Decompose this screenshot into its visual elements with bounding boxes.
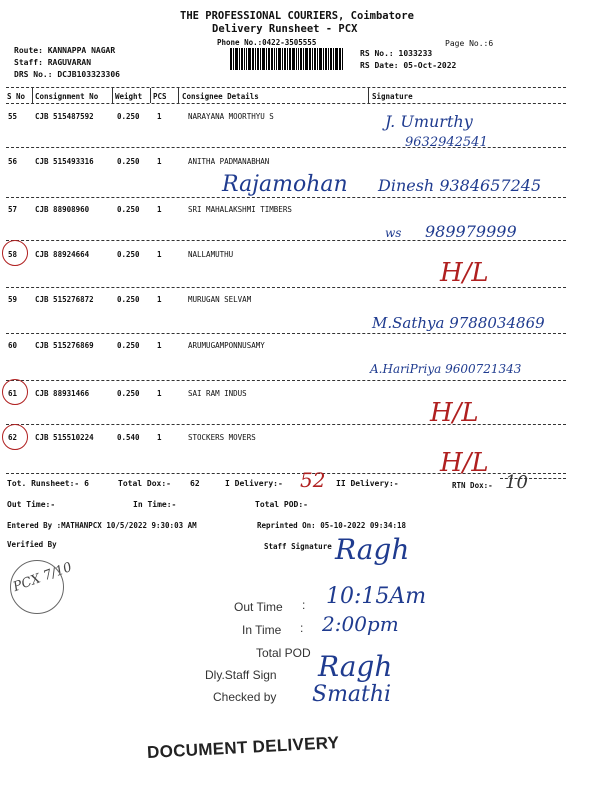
red-circle-mark [2,424,28,450]
signature-62-hl: H/L [440,448,489,478]
row-pcs: 1 [157,250,162,259]
stamp-checked-by-label: Checked by [213,690,277,704]
col-rule [32,88,33,103]
row-consignee: MURUGAN SELVAM [188,295,252,304]
row-weight: 0.250 [117,250,140,259]
row-sno: 58 [8,250,18,259]
row-sno: 55 [8,112,18,121]
row-consignment: CJB 515493316 [35,157,94,166]
row-weight: 0.250 [117,157,140,166]
row-consignment: CJB 515276872 [35,295,94,304]
drs-number: DRS No.: DCJB103323306 [14,70,120,79]
signature-55-phone: 9632942541 [405,135,488,150]
row-sno: 57 [8,205,18,214]
row-divider [6,424,566,425]
total-dox-value: 62 [190,479,200,488]
row-consignment: CJB 515276869 [35,341,94,350]
row-consignment: CJB 88931466 [35,389,90,398]
route: Route: KANNAPPA NAGAR [14,46,116,55]
row-sno: 61 [8,389,18,398]
row-consignee: SRI MAHALAKSHMI TIMBERS [188,205,292,214]
col-pcs: PCS [153,92,167,101]
row-weight: 0.250 [117,295,140,304]
red-circle-mark [2,379,28,405]
in-time-label: In Time:- [133,500,177,509]
col-rule [178,88,179,103]
divider [6,103,566,104]
phone-number: Phone No.:0422-3505555 [217,38,317,47]
barcode [230,48,355,70]
stamp-in-time-label: In Time [242,623,282,637]
row-weight: 0.250 [117,112,140,121]
stamp-out-time-label: Out Time [234,600,283,614]
row-consignee: ANITHA PADMANABHAN [188,157,270,166]
row-sno: 59 [8,295,18,304]
i-delivery-value: 52 [300,468,326,492]
staff: Staff: RAGUVARAN [14,58,92,67]
row-sno: 56 [8,157,18,166]
row-pcs: 1 [157,341,162,350]
stamp-checked-by-value: Smathi [312,682,392,707]
divider [6,87,566,88]
reprinted-on: Reprinted On: 05-10-2022 09:34:18 [257,521,407,530]
divider [500,478,566,479]
col-rule [368,88,369,103]
row-consignment: CJB 88908960 [35,205,90,214]
total-dox-label: Total Dox:- [118,479,171,488]
signature-57: 989979999 [425,222,517,241]
signature-56-phone: Dinesh 9384657245 [378,176,542,195]
row-consignee: ARUMUGAMPONNUSAMY [188,341,265,350]
col-sno: S No [7,92,26,101]
stamp-out-time-value: 10:15Am [326,584,427,609]
col-consignee: Consignee Details [182,92,259,101]
row-weight: 0.250 [117,389,140,398]
col-weight: Weight [115,92,143,101]
signature-55-name: J. Umurthy [385,112,473,131]
ii-delivery-label: II Delivery:- [336,479,399,488]
row-divider [6,197,566,198]
stamp-dly-staff-sign-label: Dly.Staff Sign [205,668,277,682]
row-consignee: NARAYANA MOORTHYU S [188,112,274,121]
page-number: Page No.:6 [445,39,494,48]
row-sno: 60 [8,341,18,350]
row-consignment: CJB 515487592 [35,112,94,121]
row-weight: 0.250 [117,341,140,350]
row-consignee: SAI RAM INDUS [188,389,247,398]
row-pcs: 1 [157,157,162,166]
signature-59: M.Sathya 9788034869 [372,314,545,332]
col-rule [112,88,113,103]
total-pod-label: Total POD:- [255,500,308,509]
row-consignee: STOCKERS MOVERS [188,433,256,442]
row-consignee: NALLAMUTHU [188,250,234,259]
row-pcs: 1 [157,295,162,304]
col-signature: Signature [372,92,413,101]
row-consignment: CJB 88924664 [35,250,90,259]
signature-56-name: Rajamohan [222,172,348,197]
signature-61-hl: H/L [430,398,479,428]
corner-scribble-circle [10,560,64,614]
rs-date: RS Date: 05-Oct-2022 [360,61,457,70]
company-name: THE PROFESSIONAL COURIERS, Coimbatore [180,10,414,22]
rtn-dox-value: 10 [505,472,528,493]
verified-by-label: Verified By [7,540,57,549]
row-divider [6,380,566,381]
row-pcs: 1 [157,205,162,214]
rtn-dox-label: RTN Dox:- [452,481,493,490]
stamp-in-time-value: 2:00pm [322,612,399,636]
row-pcs: 1 [157,389,162,398]
stamp-total-pod-label: Total POD [256,646,311,660]
stamp-separator: : [302,598,306,612]
entered-by: Entered By :MATHANPCX 10/5/2022 9:30:03 AM [7,521,197,530]
signature-60: A.HariPriya 9600721343 [370,362,522,376]
staff-signature-label: Staff Signature [264,542,332,551]
out-time-label: Out Time:- [7,500,56,509]
row-weight: 0.540 [117,433,140,442]
rs-number: RS No.: 1033233 [360,49,433,58]
red-circle-mark [2,240,28,266]
sheet-title: Delivery Runsheet - PCX [212,23,358,35]
row-sno: 62 [8,433,18,442]
row-divider [6,333,566,334]
corner-note: PCX 7/10 [11,559,74,596]
row-pcs: 1 [157,112,162,121]
row-pcs: 1 [157,433,162,442]
document-delivery-stamp: DOCUMENT DELIVERY [146,732,340,763]
stamp-dly-staff-sign-value: Ragh [318,650,393,683]
i-delivery-label: I Delivery:- [225,479,283,488]
signature-57-initial: ws [385,226,402,240]
signature-58-hl: H/L [440,258,489,288]
stamp-separator: : [300,621,304,635]
row-weight: 0.250 [117,205,140,214]
staff-signature-handwritten: Ragh [335,533,410,566]
row-consignment: CJB 515510224 [35,433,94,442]
col-consignment: Consignment No [35,92,99,101]
tot-runsheet: Tot. Runsheet:- 6 [7,479,89,488]
col-rule [150,88,151,103]
